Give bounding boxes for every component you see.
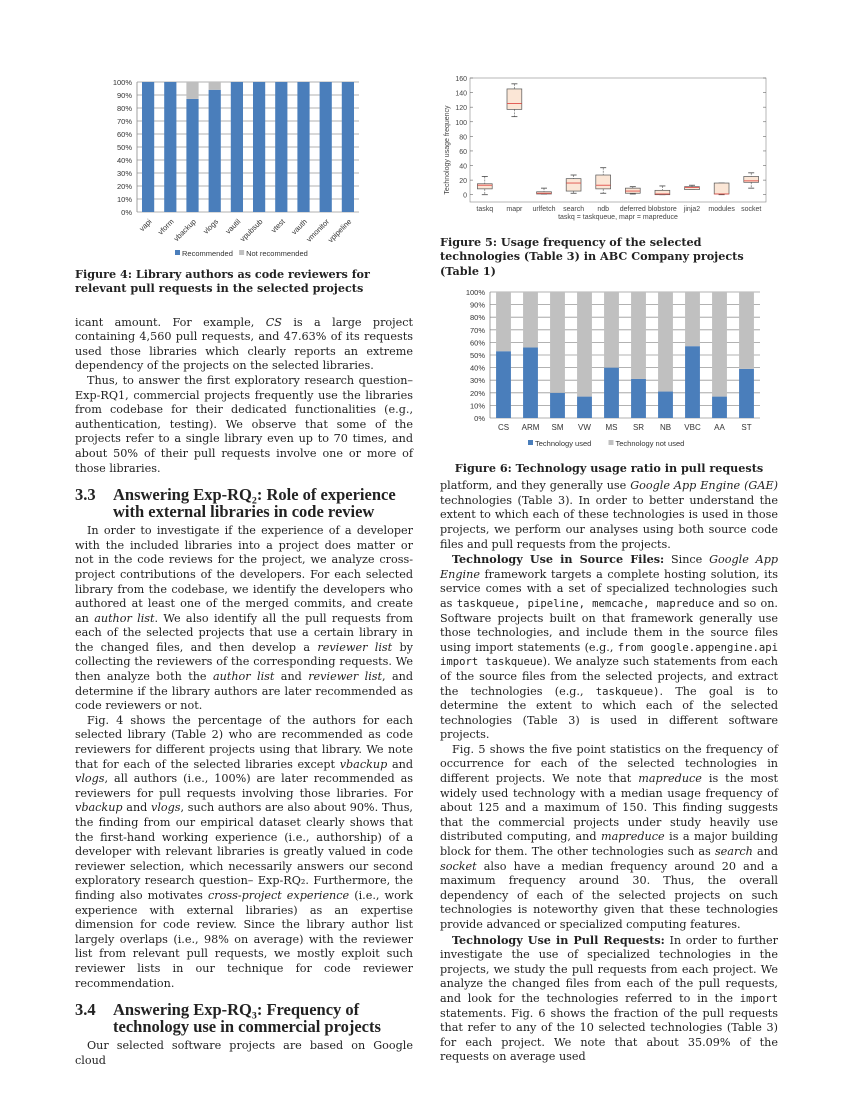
bar-segment xyxy=(209,90,221,212)
bar-segment xyxy=(658,392,673,418)
y-tick-label: 70% xyxy=(116,117,132,126)
figure-5-chart xyxy=(440,70,778,228)
box xyxy=(744,176,759,182)
legend-swatch xyxy=(609,440,614,445)
x-tick-label: ARM xyxy=(521,423,540,433)
x-axis-note: taskq = taskqueue, mapr = mapreduce xyxy=(558,214,678,221)
y-tick-label: 20 xyxy=(459,178,467,186)
x-tick-label: vbackup xyxy=(171,217,198,244)
bar-segment xyxy=(523,292,538,347)
bar-segment xyxy=(631,379,646,418)
x-tick-label: CS xyxy=(497,423,510,433)
figure-6 xyxy=(440,284,778,475)
legend-swatch xyxy=(239,250,244,255)
bar-segment xyxy=(186,99,198,212)
bar-segment xyxy=(631,292,646,379)
y-tick-label: 0% xyxy=(474,414,485,424)
x-tick-label: jinja2 xyxy=(683,206,701,213)
bar-segment xyxy=(550,292,565,393)
paragraph: Technology Use in Source Files: Since Google App Engine framework targets a complete hosting solution, its service comes with a set of specialized technologies such as taskqueue, pipeline, memcache, mapreduce and so on. Software projects built on that framework generally use those technologies, and include them in the source files using import statements (e.g., from google.appengine.api import taskqueue). We analyze such statements from each of the source files from the selected projects, and extract the technologies (e.g., taskqueue). The goal is to determine the extent to which each of the selected technologies (Table 3) is used in different software projects. xyxy=(440,552,779,742)
x-tick-label: vpipeline xyxy=(326,217,354,245)
right-column xyxy=(440,70,778,1065)
x-tick-label: NB xyxy=(659,423,672,433)
y-tick-label: 100 xyxy=(455,119,467,127)
paragraph: In order to investigate if the experience of a developer with the included libraries into a project does matter or not in the code reviews for the project, we analyze cross-project contributions of the developers. For each selected library from the codebase, we identify the developers who authored at least one of the merged commits, and create an author list. We also identify all the pull requests from each of the selected projects that use a certain library in the changed files, and then develop a reviewer list by collecting the reviewers of the corresponding requests. We then analyze both the author list and reviewer list, and determine if the library authors are later recommended as code reviewers or not. xyxy=(75,524,413,713)
box xyxy=(507,89,522,109)
x-tick-label: MS xyxy=(605,423,618,433)
y-tick-label: 90% xyxy=(116,91,132,100)
x-tick-label: blobstore xyxy=(648,206,677,213)
y-tick-label: 0 xyxy=(463,192,467,200)
legend-swatch xyxy=(528,440,533,445)
bar-segment xyxy=(142,82,154,212)
bar-segment xyxy=(297,82,309,212)
legend-label: Technology used xyxy=(535,439,592,449)
x-tick-label: ndb xyxy=(597,206,610,213)
x-tick-label: vautil xyxy=(223,217,243,236)
section-heading-3-3: 3.3 Answering Exp-RQ₂: Role of experience with external libraries in code review xyxy=(75,485,396,522)
paragraph: Fig. 5 shows the five point statistics on the frequency of occurrence for each of the selected technologies in different projects. We note that mapreduce is the most widely used technology with a median usage frequency of about 125 and a maximum of 150. This finding suggests that the commercial projects under study heavily use distributed computing, and mapreduce is a major building block for them. The other technologies such as search and socket also have a median frequency around 20 and a maximum frequency around 30. Thus, the overall dependency of each of the selected projects on such technologies is noteworthy given that these technologies provide advanced or specialized computing features. xyxy=(440,742,778,931)
bar-segment xyxy=(496,351,511,418)
y-tick-label: 80% xyxy=(116,104,132,113)
y-tick-label: 50% xyxy=(469,351,485,361)
bar-segment xyxy=(209,82,221,90)
x-tick-label: urlfetch xyxy=(532,206,556,213)
paragraph: icant amount. For example, CS is a large project containing 4,560 pull requests, and 47.63% of its requests used those libraries which clearly reports an extreme dependency of the projects on the selected libraries. xyxy=(75,315,414,373)
bar-segment xyxy=(320,82,332,212)
bar-segment xyxy=(604,292,619,368)
figure-4-caption: Figure 4: Library authors as code reviewers for relevant pull requests in the selected projects xyxy=(75,266,370,296)
x-tick-label: taskq xyxy=(476,206,494,213)
y-tick-label: 80 xyxy=(459,134,467,142)
y-tick-label: 140 xyxy=(455,90,467,98)
x-tick-label: vform xyxy=(156,217,176,237)
x-tick-label: deferred xyxy=(619,206,646,213)
bar-segment xyxy=(712,292,727,397)
y-axis-label: Technology usage frequency xyxy=(444,105,451,195)
x-tick-label: vpubsub xyxy=(238,217,265,244)
y-tick-label: 90% xyxy=(469,300,485,310)
bar-segment xyxy=(658,292,673,392)
y-tick-label: 50% xyxy=(116,143,132,152)
y-tick-label: 40% xyxy=(469,363,485,373)
x-tick-label: AA xyxy=(714,423,725,433)
y-tick-label: 0% xyxy=(121,208,132,217)
y-tick-label: 160 xyxy=(455,76,467,83)
box xyxy=(566,179,581,191)
box xyxy=(714,183,729,194)
x-tick-label: SR xyxy=(632,423,645,433)
box xyxy=(596,175,611,189)
x-tick-label: socket xyxy=(741,206,762,213)
bar-segment xyxy=(739,369,754,418)
y-tick-label: 120 xyxy=(455,105,467,113)
bar-segment xyxy=(342,82,354,212)
x-tick-label: search xyxy=(563,206,585,213)
bar-segment xyxy=(577,397,592,418)
left-column xyxy=(75,70,413,1068)
y-tick-label: 60 xyxy=(459,148,467,156)
y-tick-label: 80% xyxy=(469,313,485,323)
y-tick-label: 60% xyxy=(469,338,485,348)
x-tick-label: ST xyxy=(741,423,752,433)
legend-label: Recommended xyxy=(182,249,233,258)
paragraph: platform, and they generally use Google App Engine (GAE) technologies (Table 3). In order to better understand the extent to which each of these technologies is used in those projects, we perform our analyses using both source code files and pull requests from the projects. xyxy=(440,479,778,551)
x-tick-label: vlogs xyxy=(201,217,221,236)
y-tick-label: 30% xyxy=(469,376,485,386)
bar-segment xyxy=(253,82,265,212)
bar-segment xyxy=(685,346,700,418)
paragraph: Technology Use in Pull Requests: In order to further investigate the use of specialized technologies in the projects, we study the pull requests from each project. We analyze the changed files from each of the pull requests, and look for the technologies referred to in the import statements. Fig. 6 shows the fraction of the pull requests that refer to any of the 10 selected technologies (Table 3) for each project. We note that about 35.09% of the requests on average used xyxy=(440,932,778,1064)
x-tick-label: vmonitor xyxy=(304,217,332,244)
y-tick-label: 10% xyxy=(116,195,132,204)
paragraph: Thus, to answer the first exploratory research question– Exp-RQ1, commercial projects frequently use the libraries from codebase for their dedicated functionalities (e.g., authentication, testing). We observe that some of the projects refer to a single library even up to 70 times, and about 50% of their pull requests involve one or more of those libraries. xyxy=(75,373,413,475)
figure-4-chart xyxy=(75,70,413,260)
bar-segment xyxy=(739,292,754,369)
box xyxy=(477,184,492,189)
y-tick-label: 100% xyxy=(112,78,132,87)
bar-segment xyxy=(604,368,619,418)
bar-segment xyxy=(712,397,727,418)
legend-swatch xyxy=(175,250,180,255)
x-tick-label: vapi xyxy=(137,217,154,234)
paragraph: Fig. 4 shows the percentage of the authors for each selected library (Table 2) who are recommended as code reviewers for different projects using that library. We note that for each of the selected libraries except vbackup and vlogs, all authors (i.e., 100%) are later recommended as reviewers for pull requests involving those libraries. For vbackup and vlogs, such authors are also about 90%. Thus, the finding from our empirical dataset clearly shows that the first-hand working experience (i.e., authorship) of a developer with relevant libraries is greatly valued in code reviewer selection, which necessarily answers our second exploratory research question– Exp-RQ₂. Furthermore, the finding also motivates cross-project experience (i.e., work experience with external libraries) as an expertise dimension for code review. Since the library author list largely overlaps (i.e., 98% on average) with the reviewer list from relevant pull requests, we mostly exploit such reviewer lists in our technique for code reviewer recommendation. xyxy=(75,713,413,990)
bar-segment xyxy=(496,292,511,351)
x-tick-label: VW xyxy=(578,423,591,433)
paragraph: Our selected software projects are based on Google cloud xyxy=(75,1039,413,1067)
y-tick-label: 10% xyxy=(469,401,485,411)
y-tick-label: 60% xyxy=(116,130,132,139)
bar-segment xyxy=(275,82,287,212)
x-tick-label: vauth xyxy=(289,217,309,237)
bar-segment xyxy=(186,82,198,99)
y-tick-label: 40 xyxy=(459,163,467,171)
figure-5 xyxy=(440,70,778,278)
y-tick-label: 100% xyxy=(465,288,485,298)
y-tick-label: 20% xyxy=(469,388,485,398)
bar-segment xyxy=(685,292,700,346)
y-tick-label: 20% xyxy=(116,182,132,191)
bar-segment xyxy=(231,82,243,212)
legend-label: Not recommended xyxy=(246,249,308,258)
figure-4 xyxy=(75,70,413,296)
legend-label: Technology not used xyxy=(615,439,685,449)
bar-segment xyxy=(577,292,592,397)
y-tick-label: 30% xyxy=(116,169,132,178)
x-tick-label: mapr xyxy=(506,206,523,213)
x-tick-label: modules xyxy=(708,206,735,213)
figure-6-chart xyxy=(440,284,778,454)
bar-segment xyxy=(164,82,176,212)
figure-6-caption: Figure 6: Technology usage ratio in pull requests xyxy=(454,460,764,475)
y-tick-label: 70% xyxy=(469,325,485,335)
x-tick-label: SM xyxy=(551,423,564,433)
y-tick-label: 40% xyxy=(116,156,132,165)
bar-segment xyxy=(550,393,565,418)
x-tick-label: vtest xyxy=(269,217,287,235)
x-tick-label: VBC xyxy=(684,423,701,433)
section-heading-3-4: 3.4 Answering Exp-RQ₃: Frequency of technology use in commercial projects xyxy=(75,1000,381,1037)
bar-segment xyxy=(523,348,538,419)
figure-5-caption: Figure 5: Usage frequency of the selected technologies (Table 3) in ABC Company projects (Table 1) xyxy=(440,234,744,278)
